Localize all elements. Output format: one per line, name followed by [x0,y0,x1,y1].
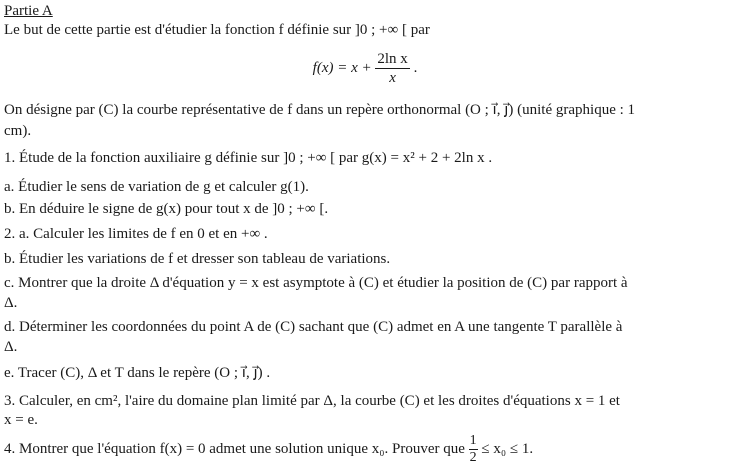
question-2d-line-1: d. Déterminer les coordonnées du point A de (C) sachant que (C) admet en A une tangente T parallèle à [4,319,623,335]
formula-numerator: 2ln x [377,51,408,67]
question-1: 1. Étude de la fonction auxiliaire g définie sur ]0 ; +∞ [ par g(x) = x² + 2 + 2ln x . [4,150,493,166]
question-2c-line-1: c. Montrer que la droite Δ d'équation y = x est asymptote à (C) et étudier la position de (C) par rapport à [4,275,628,291]
question-2d-line-2: Δ. [4,339,18,355]
question-1b: b. En déduire le signe de g(x) pour tout x de ]0 ; +∞ [. [4,201,329,217]
question-2e: e. Tracer (C), Δ et T dans le repère (O ; i⃗, j⃗) . [4,365,271,381]
question-3-line-1: 3. Calculer, en cm², l'aire du domaine plan limité par Δ, la courbe (C) et les droites d'équations x = 1 et [4,393,620,409]
question-4-text: 4. Montrer que l'équation f(x) = 0 admet une solution unique x₀. Prouver que [4,440,469,457]
question-4 [4,433,533,466]
formula-denominator: x [389,70,396,86]
question-2b: b. Étudier les variations de f et dresser son tableau de variations. [4,251,391,267]
intro-line-2: On désigne par (C) la courbe représentative de f dans un repère orthonormal (O ; i⃗, j⃗) (unité graphique : 1 [4,102,636,118]
question-2c-line-2: Δ. [4,295,18,311]
question-3-line-2: x = e. [4,412,38,428]
question-2a: 2. a. Calculer les limites de f en 0 et en +∞ . [4,226,268,242]
section-title: Partie A [4,3,53,19]
question-4-end: ≤ x₀ ≤ 1. [481,440,534,457]
question-4-fraction [469,433,478,466]
question-4-numerator: 1 [469,433,477,448]
intro-line-1: Le but de cette partie est d'étudier la fonction f définie sur ]0 ; +∞ [ par [4,22,430,38]
formula-lhs: f(x) = x + [312,59,376,76]
formula-f [0,50,730,87]
question-4-denominator: 2 [469,450,477,465]
formula-fraction [375,50,409,87]
question-1a: a. Étudier le sens de variation de g et calculer g(1). [4,179,309,195]
intro-line-3: cm). [4,123,32,139]
formula-end: . [413,59,418,76]
